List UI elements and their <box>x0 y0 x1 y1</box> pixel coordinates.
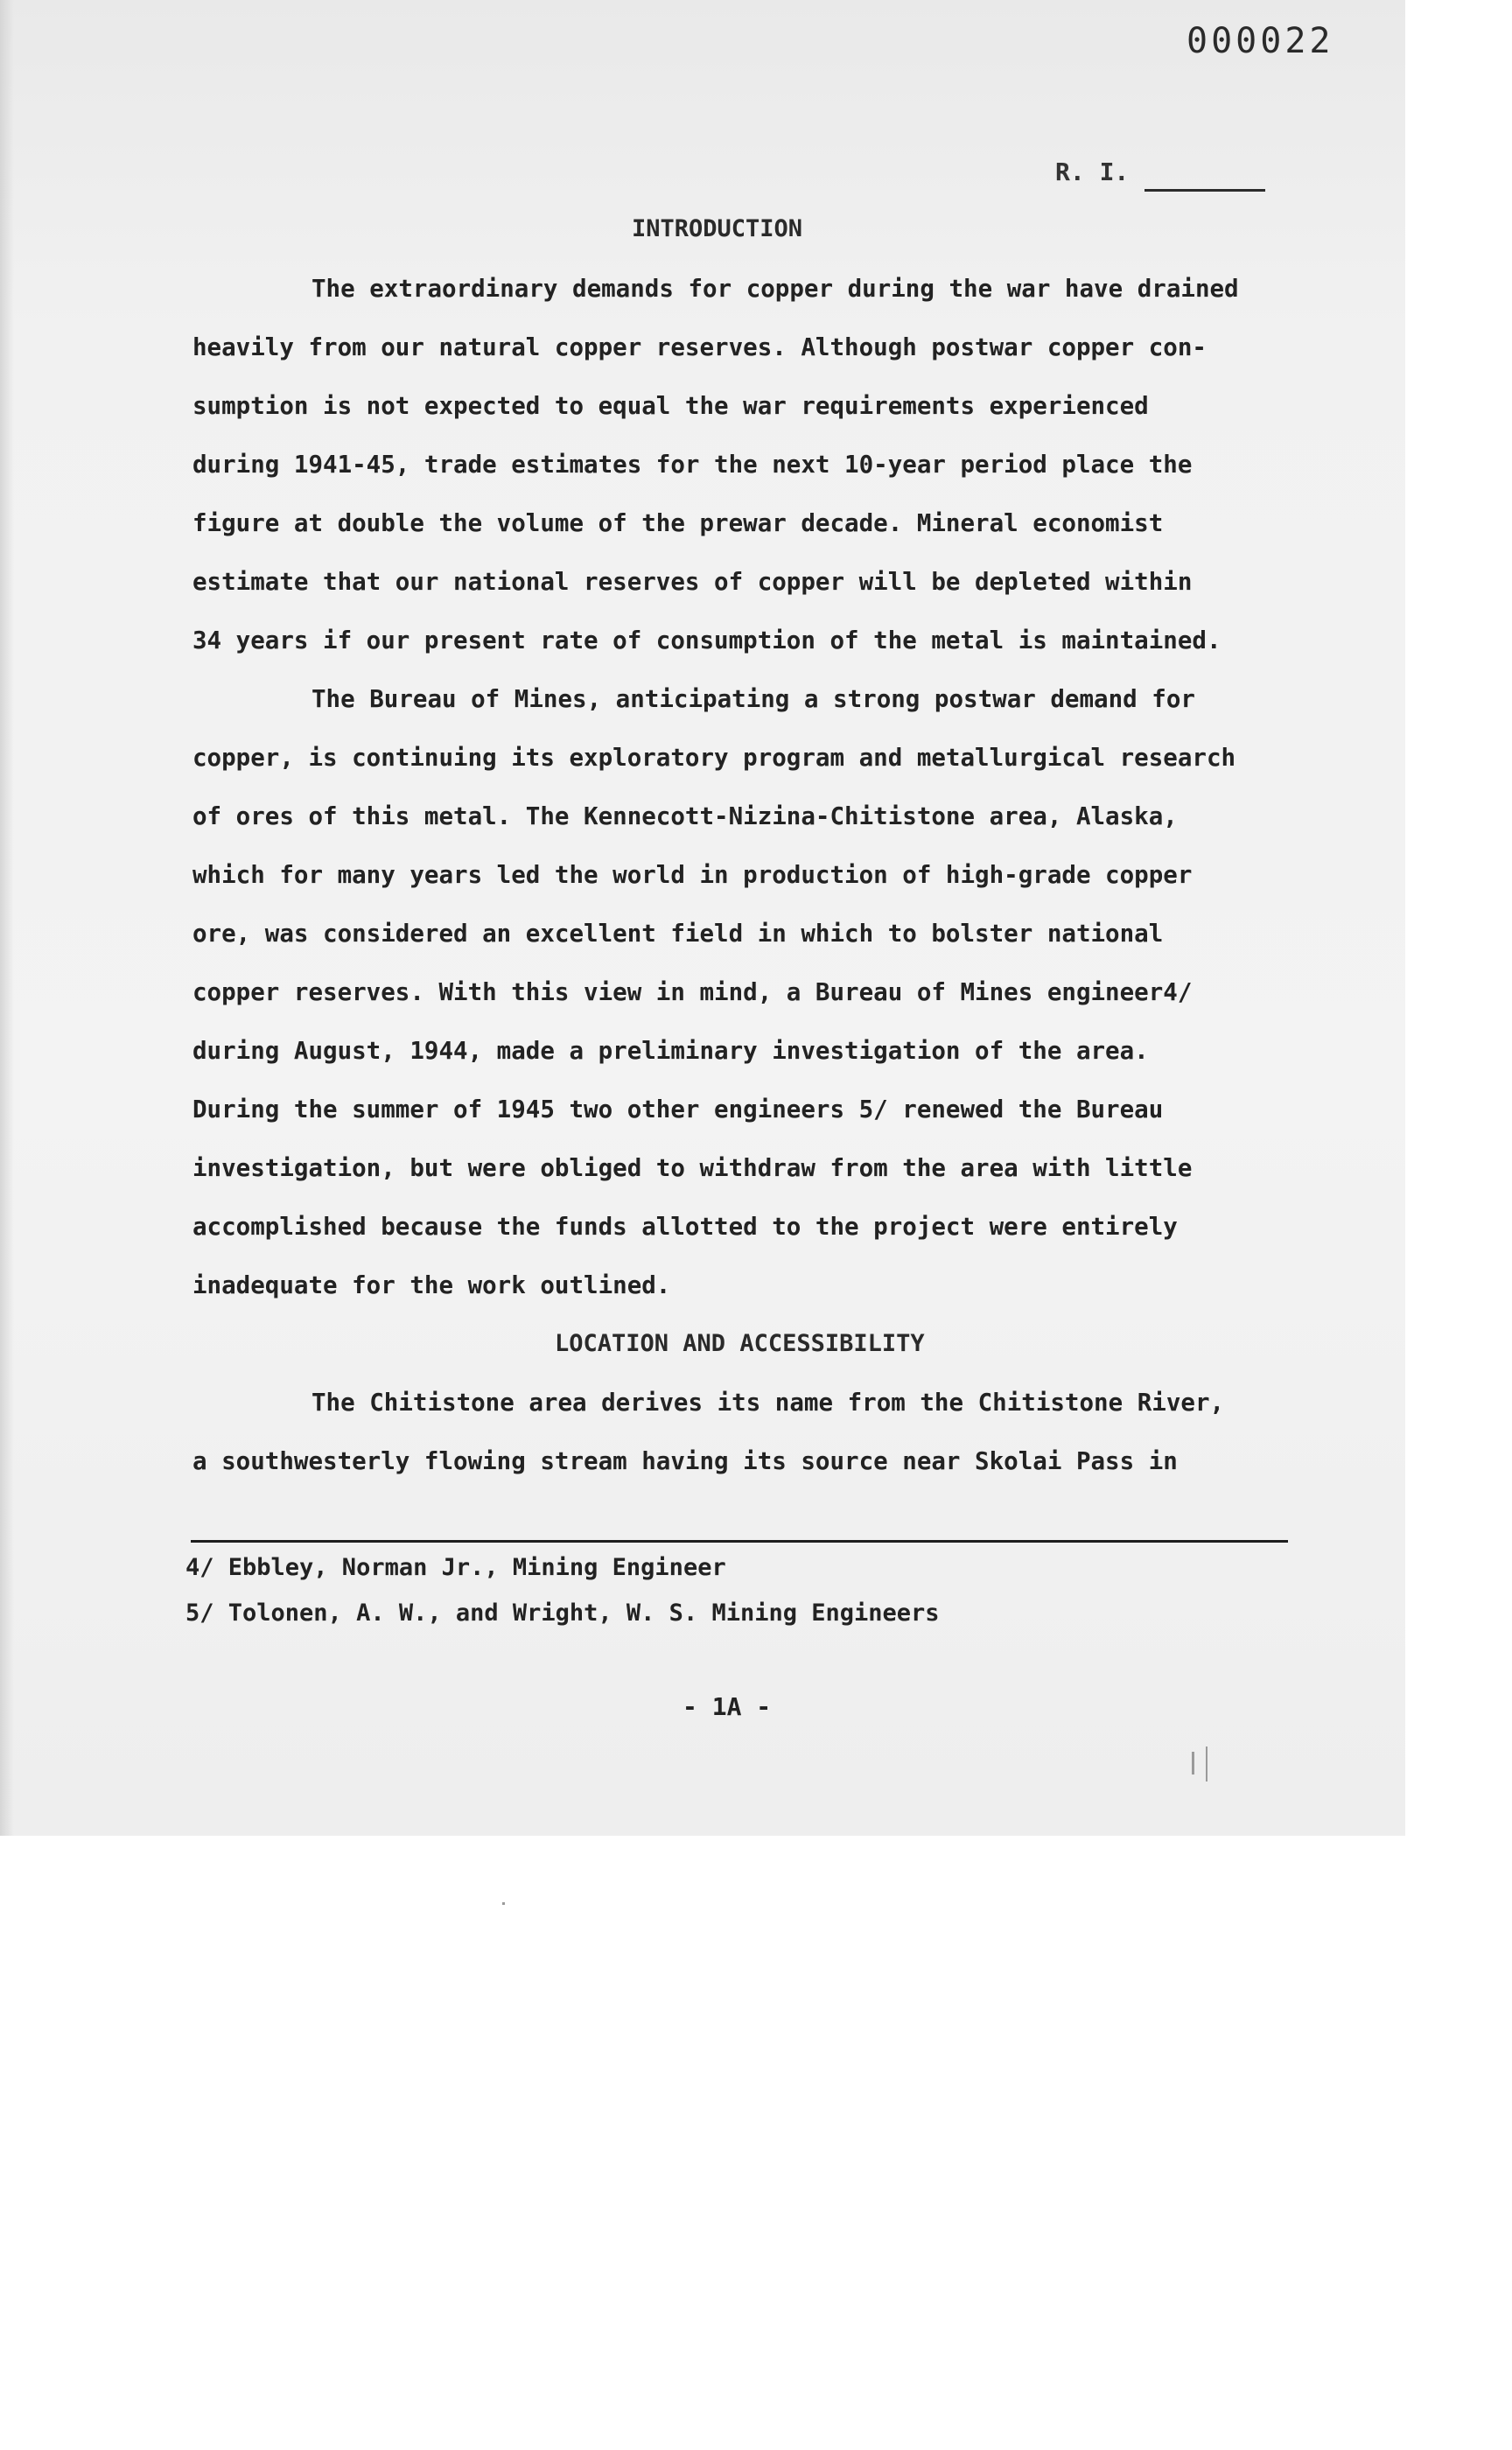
report-id-blank-line <box>1144 189 1265 192</box>
body-line: sumption is not expected to equal the war requirements experienced <box>192 392 1149 420</box>
body-line: The Bureau of Mines, anticipating a strong postwar demand for <box>312 685 1195 713</box>
report-id-label: R. I. <box>1055 158 1130 186</box>
body-line: copper, is continuing its exploratory program and metallurgical research <box>192 744 1236 772</box>
body-line: heavily from our natural copper reserves. Although postwar copper con- <box>192 333 1207 361</box>
body-line: during 1941-45, trade estimates for the next 10-year period place the <box>192 451 1193 479</box>
body-line: inadequate for the work outlined. <box>192 1271 671 1299</box>
footnote-4: 4/ Ebbley, Norman Jr., Mining Engineer <box>186 1554 726 1581</box>
page-number: - 1A - <box>682 1692 772 1721</box>
footnote-separator-rule <box>191 1540 1288 1543</box>
scan-edge-shadow <box>0 0 14 1836</box>
introduction-heading: INTRODUCTION <box>632 215 803 242</box>
body-line: during August, 1944, made a preliminary investigation of the area. <box>192 1037 1149 1065</box>
scan-speck <box>1206 1746 1208 1782</box>
body-line: of ores of this metal. The Kennecott-Nizina-Chitistone area, Alaska, <box>192 802 1178 830</box>
body-line: The extraordinary demands for copper during the war have drained <box>312 275 1239 303</box>
body-line: copper reserves. With this view in mind, a Bureau of Mines engineer4/ <box>192 978 1193 1006</box>
body-line: ore, was considered an excellent field in which to bolster national <box>192 920 1164 948</box>
body-line: figure at double the volume of the prewar decade. Mineral economist <box>192 509 1164 537</box>
scan-speck <box>502 1902 505 1905</box>
body-line: accomplished because the funds allotted to the project were entirely <box>192 1213 1178 1241</box>
body-line: estimate that our national reserves of copper will be depleted within <box>192 568 1193 596</box>
scan-speck <box>1192 1752 1194 1774</box>
body-line: The Chitistone area derives its name from the Chitistone River, <box>312 1389 1225 1417</box>
body-line: During the summer of 1945 two other engineers 5/ renewed the Bureau <box>192 1096 1164 1124</box>
body-line: 34 years if our present rate of consumption of the metal is maintained. <box>192 626 1222 654</box>
document-stamp-number: 000022 <box>1186 21 1334 61</box>
body-line: a southwesterly flowing stream having its source near Skolai Pass in <box>192 1447 1178 1475</box>
body-line: which for many years led the world in production of high-grade copper <box>192 861 1193 889</box>
location-heading: LOCATION AND ACCESSIBILITY <box>555 1330 925 1357</box>
body-line: investigation, but were obliged to withdraw from the area with little <box>192 1154 1193 1182</box>
footnote-5: 5/ Tolonen, A. W., and Wright, W. S. Mining Engineers <box>186 1600 940 1627</box>
